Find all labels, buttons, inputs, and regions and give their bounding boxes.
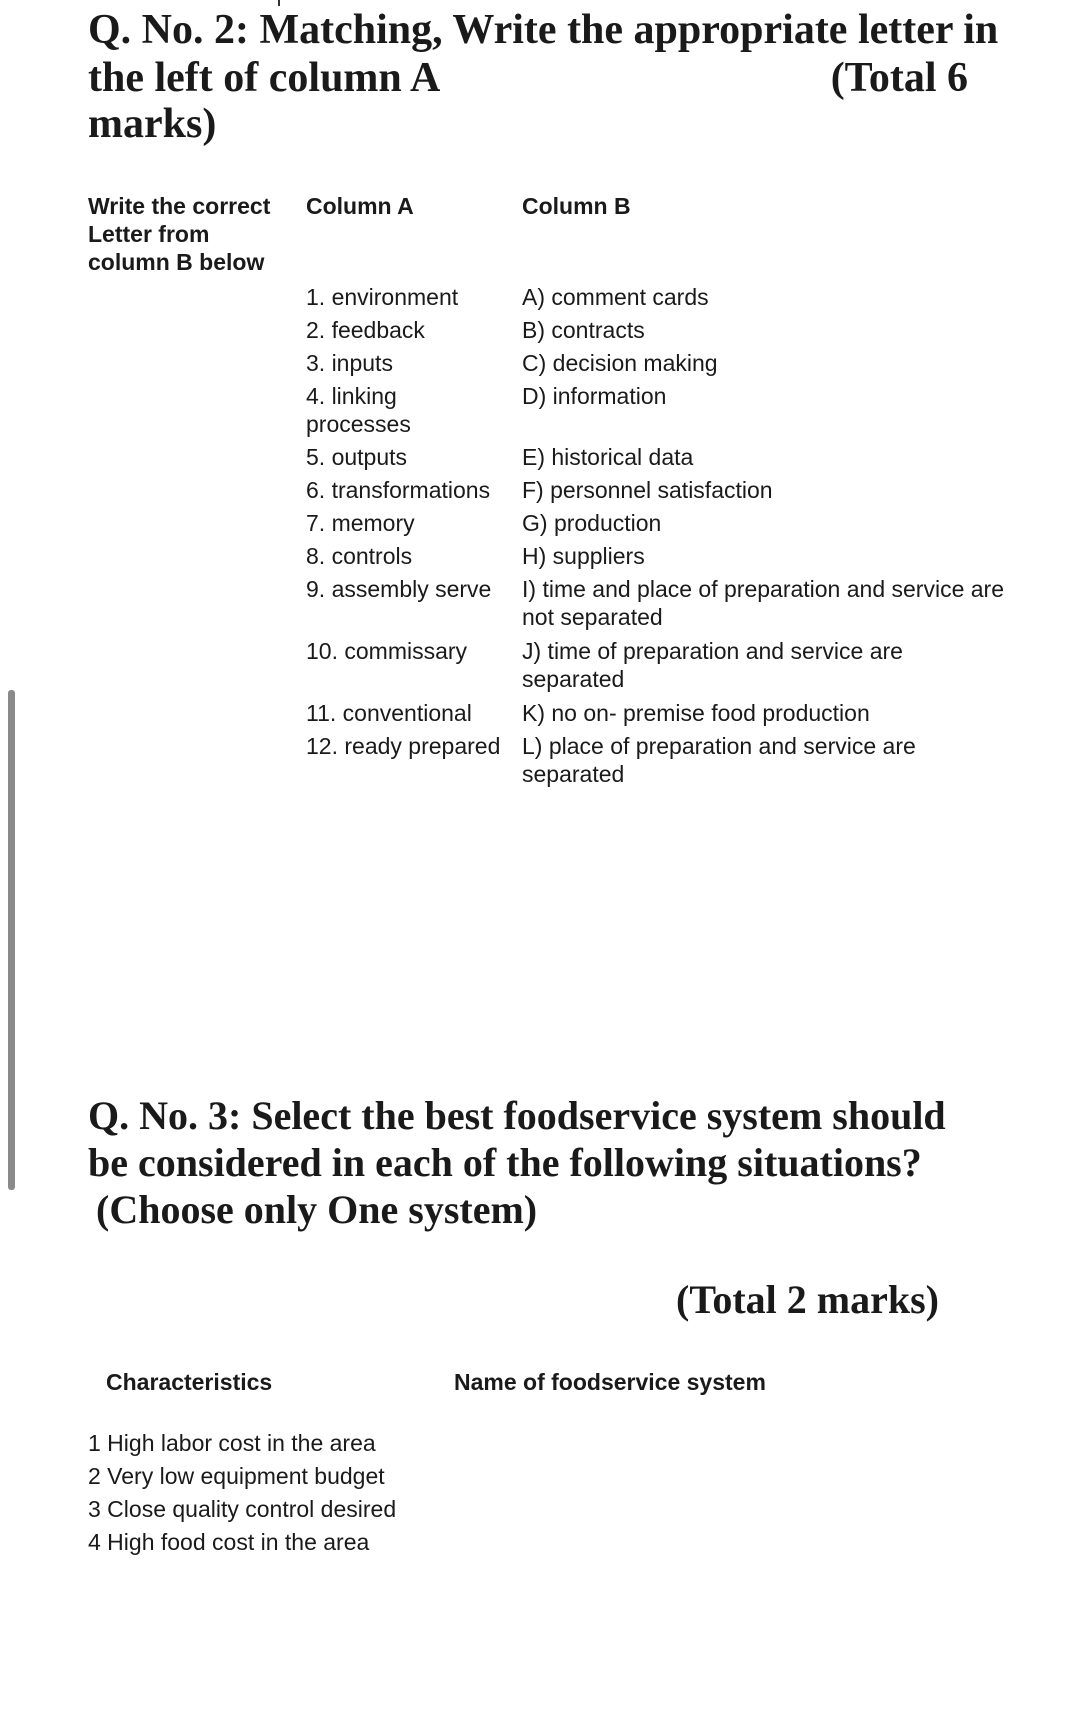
- column-a-item: 10. commissary: [306, 638, 468, 664]
- characteristic-item: 2 Very low equipment budget: [88, 1463, 385, 1489]
- header-characteristics: Characteristics: [106, 1369, 273, 1395]
- header-write-letter: Write the correct Letter from column B below: [88, 193, 271, 275]
- column-a-item: 2. feedback: [306, 317, 425, 343]
- column-b-item: A) comment cards: [522, 284, 709, 310]
- header-column-b: Column B: [522, 193, 631, 219]
- column-b-item: F) personnel satisfaction: [522, 477, 773, 503]
- column-a-item: 3. inputs: [306, 350, 393, 376]
- column-a-item: 9. assembly serve: [306, 576, 492, 602]
- q2-total-marks: (Total 6: [830, 55, 968, 101]
- q2-title-line3: marks): [88, 101, 217, 147]
- column-b-item: K) no on- premise food production: [522, 700, 870, 726]
- q3-title: [88, 1092, 1008, 1233]
- column-a-item: 6. transformations: [306, 477, 491, 503]
- column-b-item: D) information: [522, 383, 667, 409]
- header-column-a: Column A: [306, 193, 414, 219]
- scrollbar-thumb[interactable]: [8, 690, 15, 1190]
- column-b-item: J) time of preparation and service are separated: [522, 638, 903, 692]
- q2-title-line1: Q. No. 2: Matching, Write the appropriate letter in: [88, 7, 999, 53]
- column-b-item: B) contracts: [522, 317, 645, 343]
- characteristic-item: 3 Close quality control desired: [88, 1496, 397, 1522]
- characteristic-item: 4 High food cost in the area: [88, 1529, 370, 1555]
- q3-title-line3: (Choose only One system): [96, 1187, 538, 1232]
- column-a-item: 7. memory: [306, 510, 415, 536]
- column-b-item: L) place of preparation and service are separated: [522, 733, 916, 787]
- column-b-item: H) suppliers: [522, 543, 645, 569]
- q3-title-line1: Q. No. 3: Select the best foodservice system should: [88, 1093, 946, 1138]
- column-a-item: 4. linking processes: [306, 383, 411, 437]
- q2-title: [88, 6, 1008, 148]
- characteristics-list: [88, 1427, 396, 1559]
- q2-title-line2-left: the left of column A: [88, 55, 441, 101]
- column-a-item: 5. outputs: [306, 444, 408, 470]
- q3-title-line2: be considered in each of the following situations?: [88, 1140, 922, 1185]
- column-a-item: 12. ready prepared: [306, 733, 501, 759]
- header-foodservice-system: Name of foodservice system: [454, 1369, 766, 1395]
- q2-title-line2: [88, 54, 968, 102]
- column-b-item: I) time and place of preparation and service are not separated: [522, 576, 1004, 630]
- characteristic-item: 1 High labor cost in the area: [88, 1430, 376, 1456]
- column-b-item: G) production: [522, 510, 662, 536]
- column-a-item: 1. environment: [306, 284, 459, 310]
- column-a-item: 8. controls: [306, 543, 413, 569]
- column-b-item: C) decision making: [522, 350, 718, 376]
- column-b-item: E) historical data: [522, 444, 694, 470]
- column-a-item: 11. conventional: [306, 700, 472, 726]
- q3-total-marks: (Total 2 marks): [676, 1277, 939, 1322]
